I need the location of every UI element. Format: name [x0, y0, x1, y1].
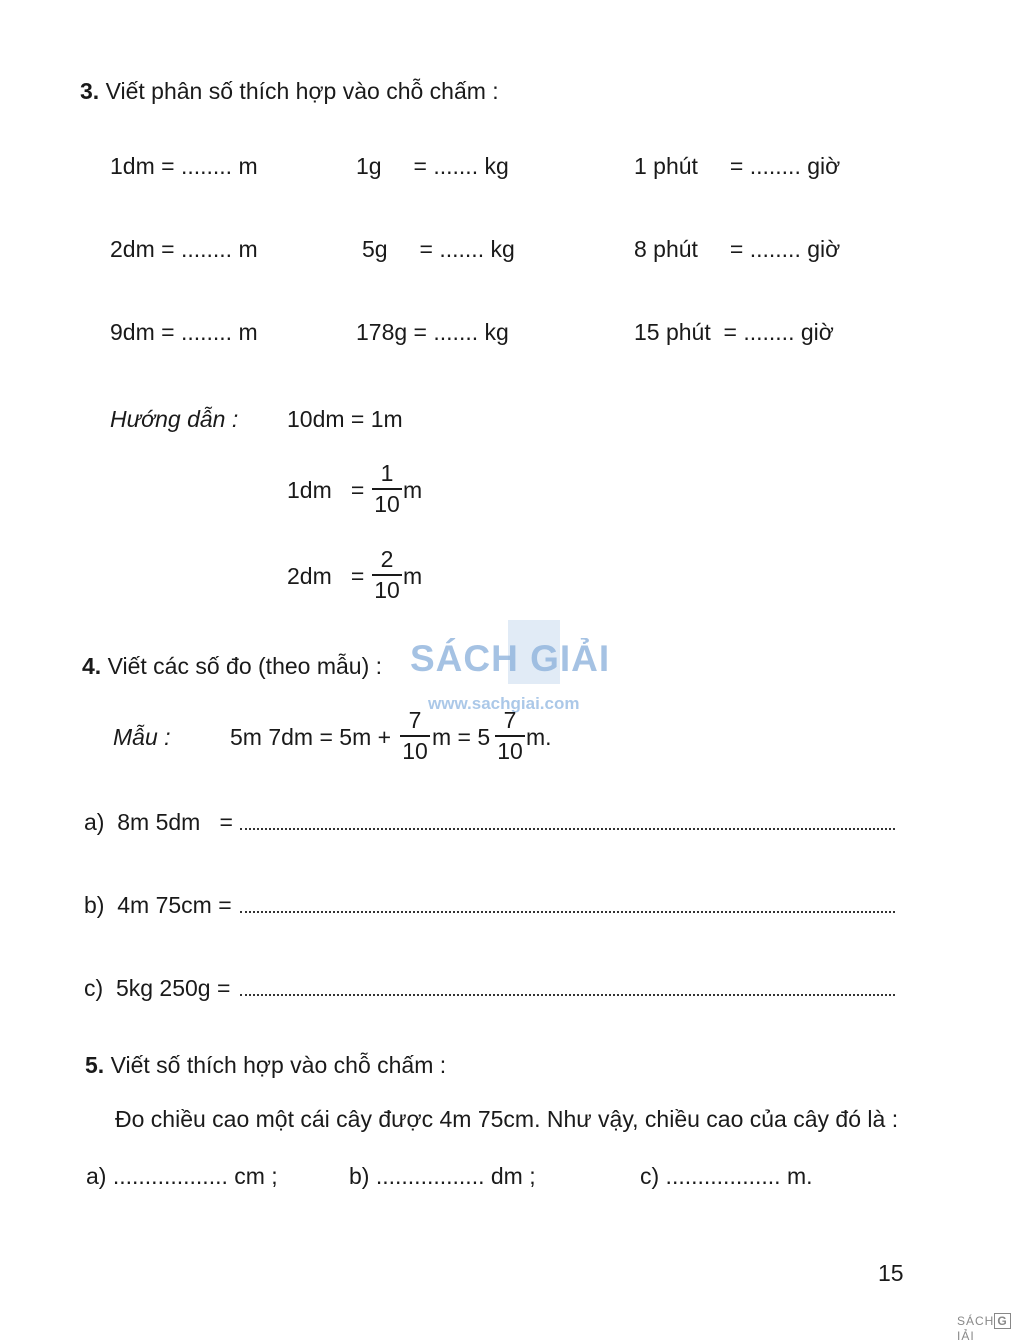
guide-fraction-2 — [372, 548, 402, 602]
ex5-answer-a: a) .................. cm ; — [86, 1163, 278, 1189]
ex4-item-b: b) 4m 75cm = — [84, 892, 232, 918]
ex3-r2-c3: 8 phút = ........ giờ — [634, 236, 841, 262]
exercise-5-question: Đo chiều cao một cái cây được 4m 75cm. Như vậy, chiều cao của cây đó là : — [115, 1106, 899, 1132]
ex4-item-c-answer-line — [240, 994, 895, 996]
ex4-item-c: c) 5kg 250g = — [84, 975, 231, 1001]
watermark-text: SÁCH GIẢI — [410, 638, 611, 679]
fraction-numerator: 1 — [380, 460, 394, 486]
ex3-r2-c2: 5g = ....... kg — [362, 236, 515, 262]
ex4-item-b-answer-line — [240, 911, 895, 913]
footer-logo-left: SÁCH — [957, 1314, 995, 1328]
ex4-item-a-answer-line — [240, 828, 895, 830]
footer-logo-g: G — [994, 1313, 1010, 1329]
exercise-4-title: Viết các số đo (theo mẫu) : — [107, 653, 383, 679]
ex5-answer-c: c) .................. m. — [640, 1163, 813, 1189]
guide-fraction-1-left: 1dm = — [287, 477, 365, 503]
ex3-r3-c2: 178g = ....... kg — [356, 319, 509, 345]
fraction-denominator: 10 — [402, 738, 428, 764]
ex3-r1-c2: 1g = ....... kg — [356, 153, 509, 179]
guide-fraction-2-left: 2dm = — [287, 563, 365, 589]
guide-line-1: 10dm = 1m — [287, 406, 403, 432]
guide-label: Hướng dẫn : — [110, 406, 239, 432]
sample-fraction-2 — [495, 709, 525, 763]
fraction-denominator: 10 — [374, 577, 400, 603]
watermark-url: www.sachgiai.com — [428, 694, 580, 713]
fraction-numerator: 2 — [380, 546, 394, 572]
ex3-r2-c1: 2dm = ........ m — [110, 236, 258, 262]
fraction-bar — [372, 488, 402, 490]
ex3-r1-c3: 1 phút = ........ giờ — [634, 153, 841, 179]
sample-label: Mẫu : — [113, 724, 171, 750]
exercise-5-title: Viết số thích hợp vào chỗ chấm : — [110, 1052, 447, 1078]
guide-fraction-1 — [372, 462, 402, 516]
fraction-denominator: 10 — [374, 491, 400, 517]
exercise-3-number: 3. — [80, 78, 100, 104]
exercise-5-heading — [85, 1054, 446, 1077]
ex5-answer-b: b) ................. dm ; — [349, 1163, 536, 1189]
guide-fraction-2-unit: m — [403, 563, 423, 589]
ex4-item-a: a) 8m 5dm = — [84, 809, 233, 835]
ex3-r3-c3: 15 phút = ........ giờ — [634, 319, 834, 345]
fraction-bar — [372, 574, 402, 576]
footer-logo-right: IẢI — [957, 1329, 975, 1343]
exercise-5-number: 5. — [85, 1052, 105, 1078]
fraction-bar — [495, 735, 525, 737]
exercise-3-heading — [80, 80, 499, 103]
exercise-4-heading — [82, 655, 382, 678]
fraction-denominator: 10 — [497, 738, 523, 764]
page-number: 15 — [878, 1260, 904, 1286]
exercise-3-title: Viết phân số thích hợp vào chỗ chấm : — [105, 78, 499, 104]
sample-expression-end: m. — [526, 724, 552, 750]
fraction-bar — [400, 735, 430, 737]
sample-fraction-1 — [400, 709, 430, 763]
exercise-4-number: 4. — [82, 653, 102, 679]
sample-expression-mid: m = 5 — [432, 724, 491, 750]
fraction-numerator: 7 — [408, 707, 422, 733]
watermark — [410, 620, 615, 720]
footer-logo — [957, 1313, 1024, 1343]
ex3-r3-c1: 9dm = ........ m — [110, 319, 258, 345]
sample-expression-left: 5m 7dm = 5m + — [230, 724, 392, 750]
guide-fraction-1-unit: m — [403, 477, 423, 503]
fraction-numerator: 7 — [503, 707, 517, 733]
ex3-r1-c1: 1dm = ........ m — [110, 153, 258, 179]
